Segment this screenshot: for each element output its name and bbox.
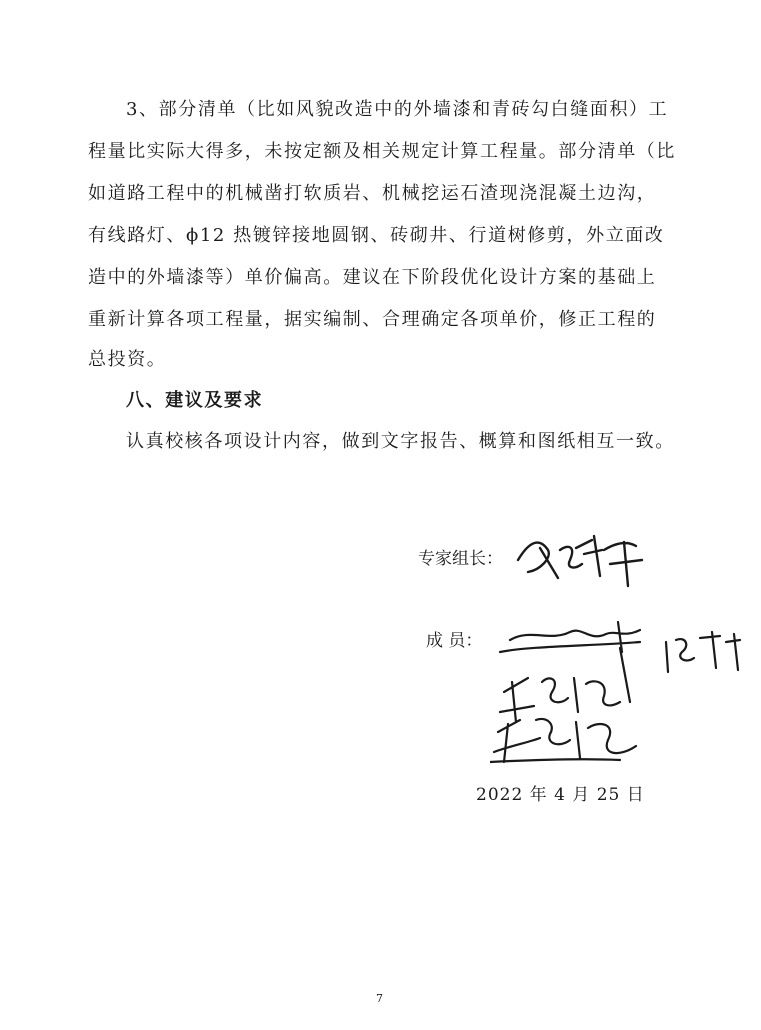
section-8-heading: 八、建议及要求 <box>126 390 264 411</box>
paragraph-3-line-4: 有线路灯、ϕ12 热镀锌接地圆钢、砖砌井、行道树修剪，外立面改 <box>88 225 665 246</box>
leader-signature <box>510 520 650 590</box>
paragraph-3-line-1: 3、部分清单（比如风貌改造中的外墙漆和青砖勾白缝面积）工 <box>126 99 669 120</box>
section-8-text: 认真校核各项设计内容，做到文字报告、概算和图纸相互一致。 <box>126 431 675 452</box>
paragraph-3-line-2: 程量比实际大得多，未按定额及相关规定计算工程量。部分清单（比 <box>88 141 676 162</box>
page-number: 7 <box>376 992 383 1005</box>
leader-label: 专家组长： <box>418 549 503 569</box>
paragraph-3-line-7: 总投资。 <box>88 349 167 370</box>
paragraph-3-line-6: 重新计算各项工程量，据实编制、合理确定各项单价，修正工程的 <box>88 309 657 330</box>
member-signatures <box>490 612 760 772</box>
paragraph-3-line-5: 造中的外墙漆等）单价偏高。建议在下阶段优化设计方案的基础上 <box>88 267 657 288</box>
members-label: 成 员： <box>426 631 483 651</box>
paragraph-3-line-3: 如道路工程中的机械凿打软质岩、机械挖运石渣现浇混凝土边沟， <box>88 183 657 204</box>
document-date: 2022 年 4 月 25 日 <box>476 785 645 805</box>
